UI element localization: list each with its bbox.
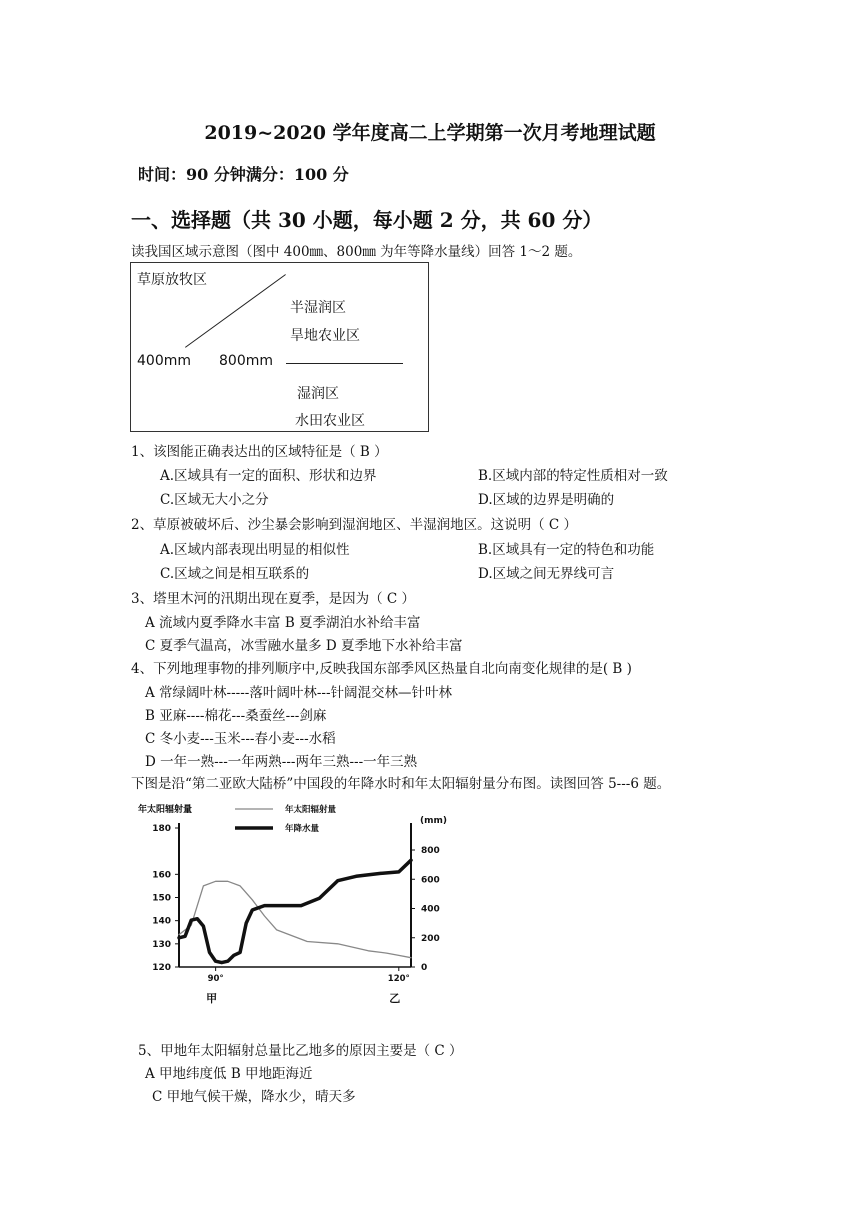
right-axis-label: (mm) (420, 816, 447, 826)
label-800mm: 800mm (219, 353, 273, 369)
right-tick-label: 600 (421, 875, 440, 886)
label-paddy: 水田农业区 (295, 413, 365, 429)
q3-options-cd: C 夏季气温高，冰雪融水量多 D 夏季地下水补给丰富 (145, 638, 463, 654)
q3-options-ab: A 流域内夏季降水丰富 B 夏季湖泊水补给丰富 (145, 615, 421, 631)
q4-option-d: D 一年一熟---一年两熟---两年三熟---一年三熟 (145, 754, 418, 770)
q2-option-b: B.区域具有一定的特色和功能 (478, 542, 655, 558)
isohyet-800-line (286, 363, 403, 364)
label-400mm: 400mm (137, 353, 191, 369)
label-semi-humid: 半湿润区 (290, 300, 346, 316)
intro-q5-6: 下图是沿“第二亚欧大陆桥”中国段的年降水时和年太阳辐射量分布图。读图回答 5---6 题。 (131, 776, 671, 792)
intro-q1-2: 读我国区域示意图（图中 400㎜、800㎜ 为年等降水量线）回答 1～2 题。 (131, 244, 582, 260)
q4-stem: 4、下列地理事物的排列顺序中,反映我国东部季风区热量自北向南变化规律的是( B ) (131, 661, 632, 677)
region-diagram (130, 262, 429, 432)
q1-option-b: B.区域内部的特定性质相对一致 (478, 468, 668, 484)
q1-option-a: A.区域具有一定的面积、形状和边界 (160, 468, 377, 484)
left-tick-label: 140 (152, 916, 171, 927)
radiation-series-line (179, 881, 411, 957)
left-axis-label: 年太阳辐射量 (138, 805, 193, 815)
q2-stem: 2、草原被破坏后、沙尘暴会影响到湿润地区、半湿润地区。这说明（ C ） (131, 517, 578, 533)
right-tick-label: 0 (421, 963, 428, 973)
right-tick-label: 400 (421, 904, 440, 915)
q5-stem: 5、甲地年太阳辐射总量比乙地多的原因主要是（ C ） (138, 1043, 463, 1059)
right-tick-label: 800 (421, 846, 440, 856)
q4-option-b: B 亚麻----棉花---桑蚕丝---剑麻 (145, 708, 327, 724)
q2-option-d: D.区域之间无界线可言 (478, 566, 615, 582)
label-grassland: 草原放牧区 (137, 272, 207, 288)
label-humid: 湿润区 (297, 386, 339, 402)
precip-radiation-chart (135, 795, 455, 1010)
exam-time-info: 时间：90 分钟满分：100 分 (138, 165, 349, 184)
left-tick-label: 150 (152, 893, 171, 904)
q4-option-c: C 冬小麦---玉米---春小麦---水稻 (145, 731, 336, 747)
q1-option-d: D.区域的边界是明确的 (478, 492, 615, 508)
left-tick-label: 180 (152, 824, 171, 834)
q1-stem: 1、该图能正确表达出的区域特征是（ B ） (131, 444, 388, 460)
legend-precip-label: 年降水量 (285, 824, 320, 834)
left-tick-label: 130 (152, 939, 171, 950)
q3-stem: 3、塔里木河的汛期出现在夏季，是因为（ C ） (131, 591, 416, 607)
left-tick-label: 160 (152, 870, 171, 881)
q4-option-a: A 常绿阔叶林-----落叶阔叶林---针阔混交林—针叶林 (145, 685, 453, 701)
q2-option-c: C.区域之间是相互联系的 (160, 566, 310, 582)
legend-radiation-label: 年太阳辐射量 (285, 805, 337, 815)
label-dry-farming: 旱地农业区 (290, 328, 360, 344)
left-tick-label: 120 (152, 963, 171, 973)
q1-option-c: C.区域无大小之分 (160, 492, 269, 508)
q5-options-ab: A 甲地纬度低 B 甲地距海近 (145, 1066, 313, 1082)
x-tick-label: 120° (387, 974, 410, 984)
section-heading: 一、选择题（共 30 小题，每小题 2 分，共 60 分） (131, 208, 603, 232)
q2-option-a: A.区域内部表现出明显的相似性 (160, 542, 350, 558)
precipitation-series-line (179, 860, 411, 962)
page-title: 2019~2020 学年度高二上学期第一次月考地理试题 (204, 122, 656, 144)
place-label: 甲 (206, 992, 218, 1005)
x-tick-label: 90° (207, 974, 224, 984)
right-tick-label: 200 (421, 933, 440, 944)
place-label: 乙 (389, 992, 401, 1005)
q5-option-c: C 甲地气候干燥，降水少，晴天多 (152, 1089, 356, 1105)
